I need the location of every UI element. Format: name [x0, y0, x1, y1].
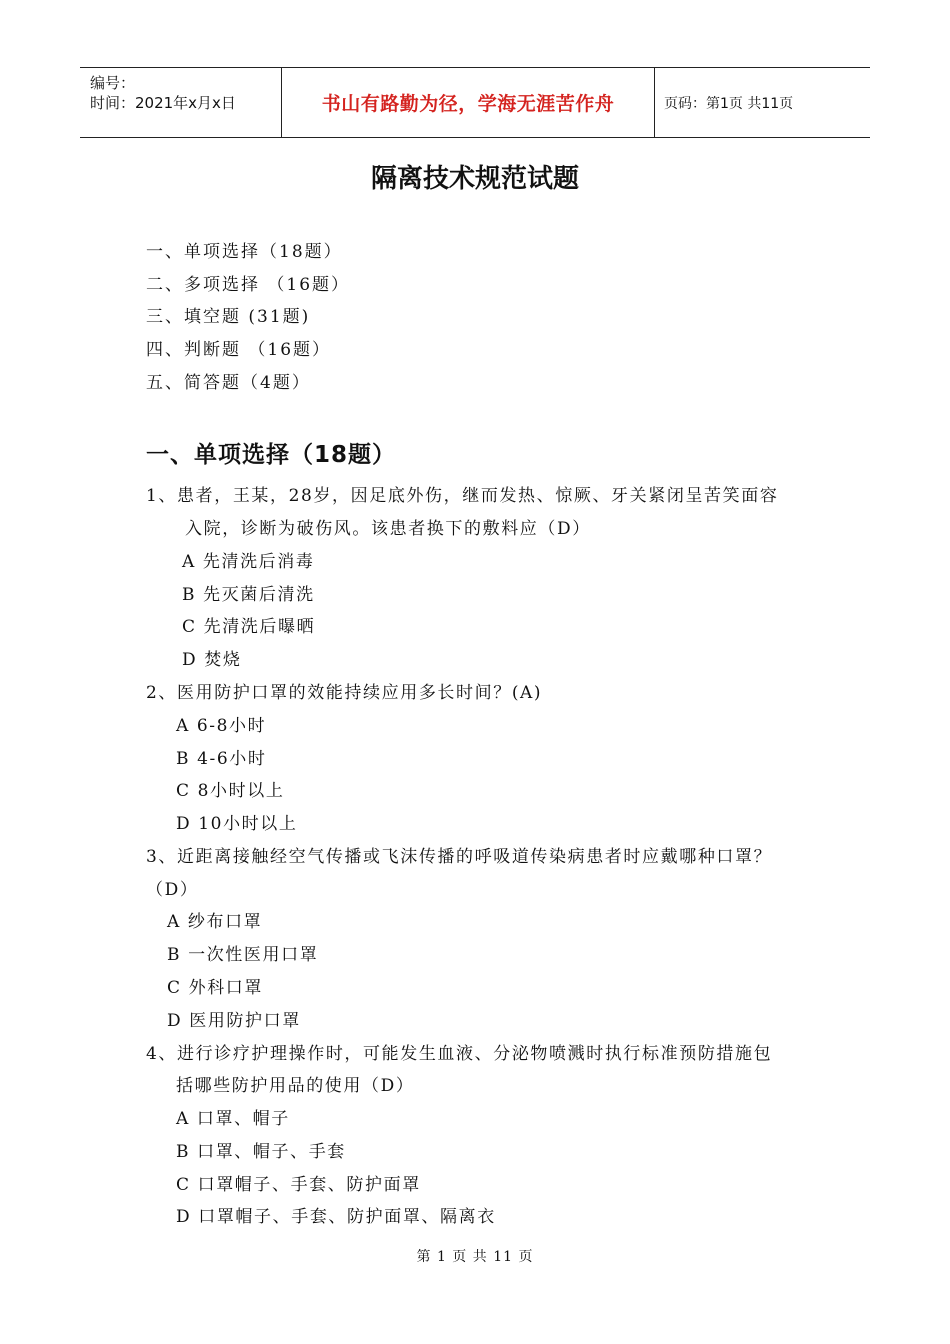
document-date-label: 时间：2021年x月x日: [90, 94, 236, 112]
section-heading: 一、单项选择（18题）: [146, 442, 397, 468]
question-1-option-c: C 先清洗后曝晒: [182, 617, 316, 637]
header-page-info: 页码：第1页 共11页: [664, 95, 794, 112]
question-4-option-a: A 口罩、帽子: [176, 1109, 290, 1129]
toc-item: 二、多项选择 （16题）: [146, 274, 351, 295]
question-3-line-1: 3、近距离接触经空气传播或飞沫传播的呼吸道传染病患者时应戴哪种口罩？: [146, 847, 773, 867]
question-4-option-d: D 口罩帽子、手套、防护面罩、隔离衣: [176, 1207, 496, 1227]
toc-item: 一、单项选择（18题）: [146, 242, 343, 262]
header-page-cell: [654, 68, 870, 137]
document-number-label: 编号：: [90, 74, 136, 92]
header-meta-cell: [80, 68, 280, 137]
question-2-option-b: B 4-6小时: [176, 749, 267, 769]
question-3-line-2: （D）: [146, 880, 199, 900]
question-1-line-1: 1、患者，王某，28岁，因足底外伤，继而发热、惊厥、牙关紧闭呈苦笑面容: [146, 486, 779, 506]
toc-item: 五、简答题（4题）: [146, 372, 311, 393]
header-motto-cell: [281, 68, 655, 137]
page-title: 隔离技术规范试题: [370, 164, 579, 194]
table-of-contents: [146, 238, 350, 401]
question-4-option-b: B 口罩、帽子、手套: [176, 1142, 346, 1162]
toc-item: 三、填空题 (31题): [146, 307, 311, 328]
question-3-option-a: A 纱布口罩: [167, 912, 263, 932]
toc-item: 四、判断题 （16题）: [146, 340, 332, 361]
header-motto: 书山有路勤为径，学海无涯苦作舟: [321, 93, 615, 115]
question-4-option-c: C 口罩帽子、手套、防护面罩: [176, 1175, 421, 1195]
question-2-option-d: D 10小时以上: [176, 814, 298, 834]
question-3-option-c: C 外科口罩: [167, 978, 264, 998]
question-3-option-d: D 医用防护口罩: [167, 1011, 301, 1031]
document-header: [80, 67, 870, 138]
question-1-option-d: D 焚烧: [182, 650, 242, 670]
question-1-option-b: B 先灭菌后清洗: [182, 585, 315, 605]
question-4-line-1: 4、进行诊疗护理操作时，可能发生血液、分泌物喷溅时执行标准预防措施包: [146, 1044, 773, 1064]
question-1-line-2: 入院，诊断为破伤风。该患者换下的敷料应（D）: [185, 519, 591, 539]
question-3-option-b: B 一次性医用口罩: [167, 945, 319, 965]
question-2-line-1: 2、医用防护口罩的效能持续应用多长时间？(A): [146, 683, 543, 703]
question-4-line-2: 括哪些防护用品的使用（D）: [176, 1076, 415, 1096]
question-1-option-a: A 先清洗后消毒: [182, 552, 315, 572]
question-2-option-a: A 6-8小时: [176, 716, 267, 736]
page-footer: 第 1 页 共 11 页: [416, 1249, 534, 1265]
question-2-option-c: C 8小时以上: [176, 781, 285, 801]
